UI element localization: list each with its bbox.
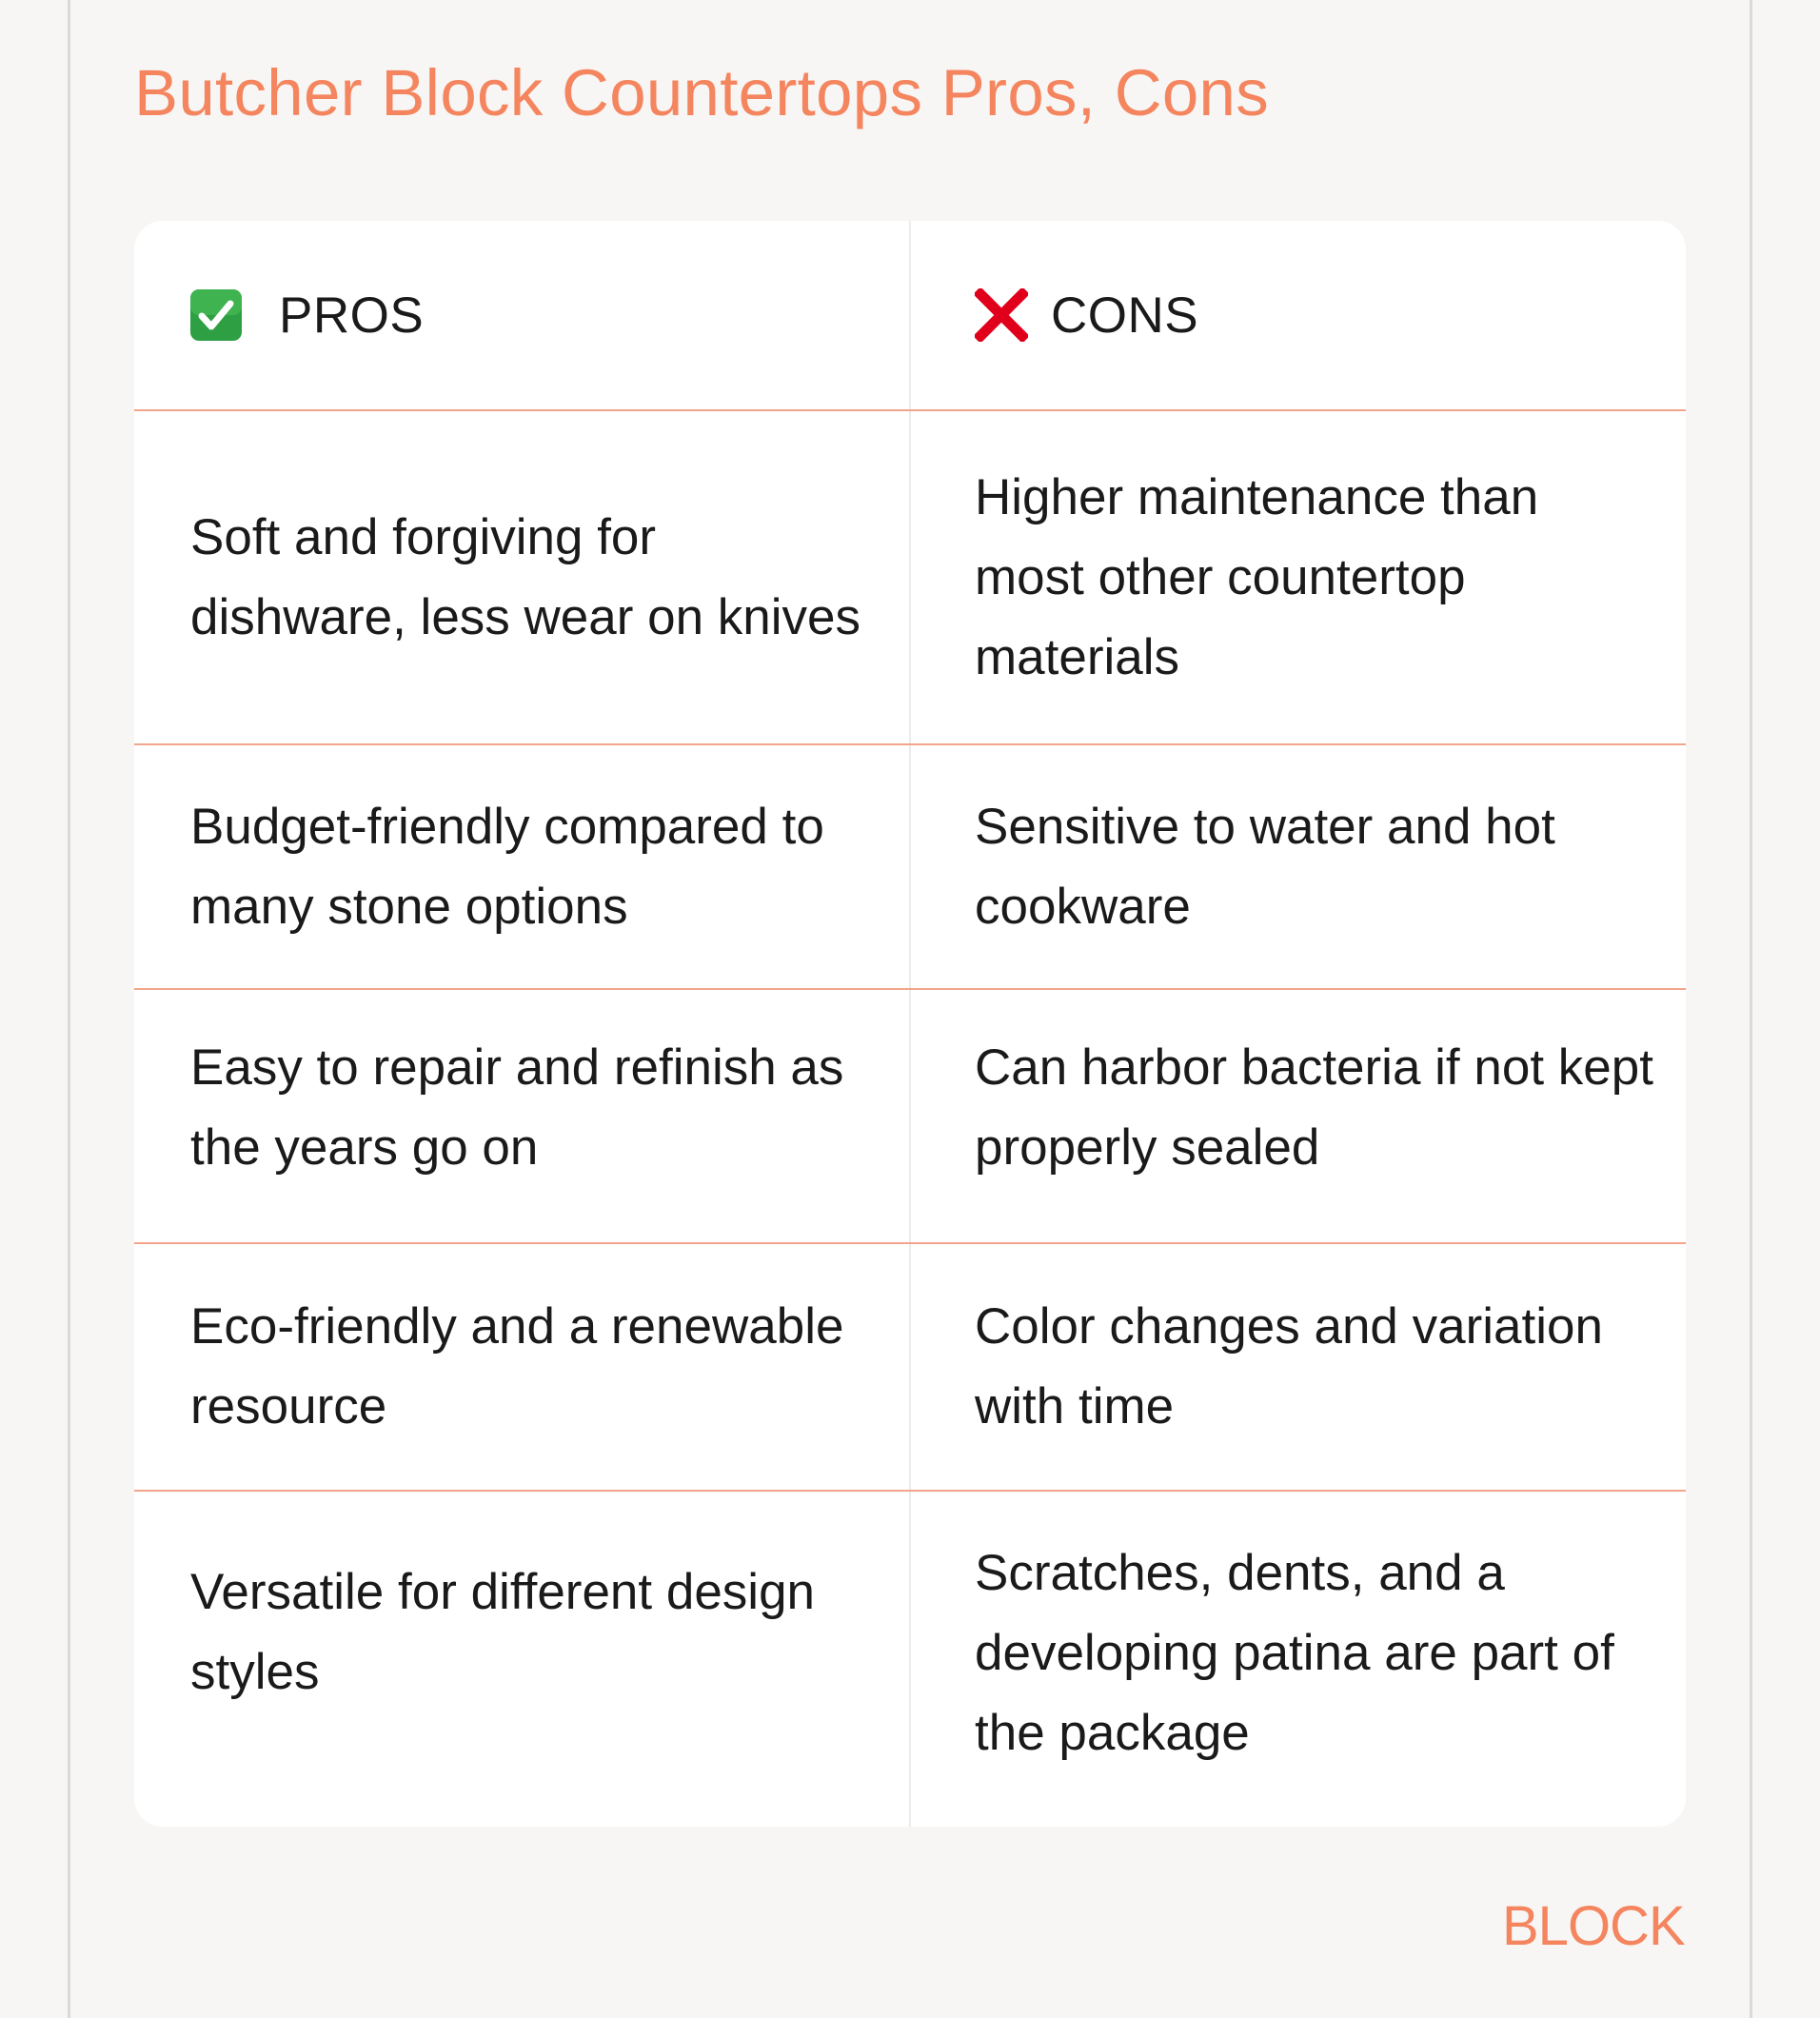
pro-cell: Soft and forgiving for dishware, less wear on knives: [190, 508, 861, 645]
check-mark-icon: [189, 288, 243, 342]
pro-cell: Budget-friendly compared to many stone options: [190, 798, 824, 935]
right-frame-line: [1750, 0, 1752, 2018]
con-cell: Scratches, dents, and a developing patina are part of the package: [975, 1545, 1614, 1761]
cons-header: [975, 221, 1198, 409]
brand-logo: BLOCK: [1502, 1895, 1685, 1957]
con-cell: Higher maintenance than most other countertop materials: [975, 468, 1539, 685]
pros-header: [189, 221, 424, 409]
cons-header-label: CONS: [1051, 287, 1199, 344]
pro-cell: Easy to repair and refinish as the years go on: [190, 1039, 844, 1176]
pro-cell: Eco-friendly and a renewable resource: [190, 1298, 844, 1434]
con-cell: Can harbor bacteria if not kept properly sealed: [975, 1039, 1653, 1176]
column-divider: [909, 221, 911, 1827]
page-title: Butcher Block Countertops Pros, Cons: [134, 56, 1270, 129]
pros-cons-table: [134, 221, 1686, 1827]
con-cell: Color changes and variation with time: [975, 1298, 1603, 1434]
left-frame-line: [68, 0, 70, 2018]
con-cell: Sensitive to water and hot cookware: [975, 798, 1555, 935]
cross-mark-icon: [975, 288, 1028, 342]
pro-cell: Versatile for different design styles: [190, 1564, 816, 1700]
pros-header-label: PROS: [279, 287, 425, 344]
